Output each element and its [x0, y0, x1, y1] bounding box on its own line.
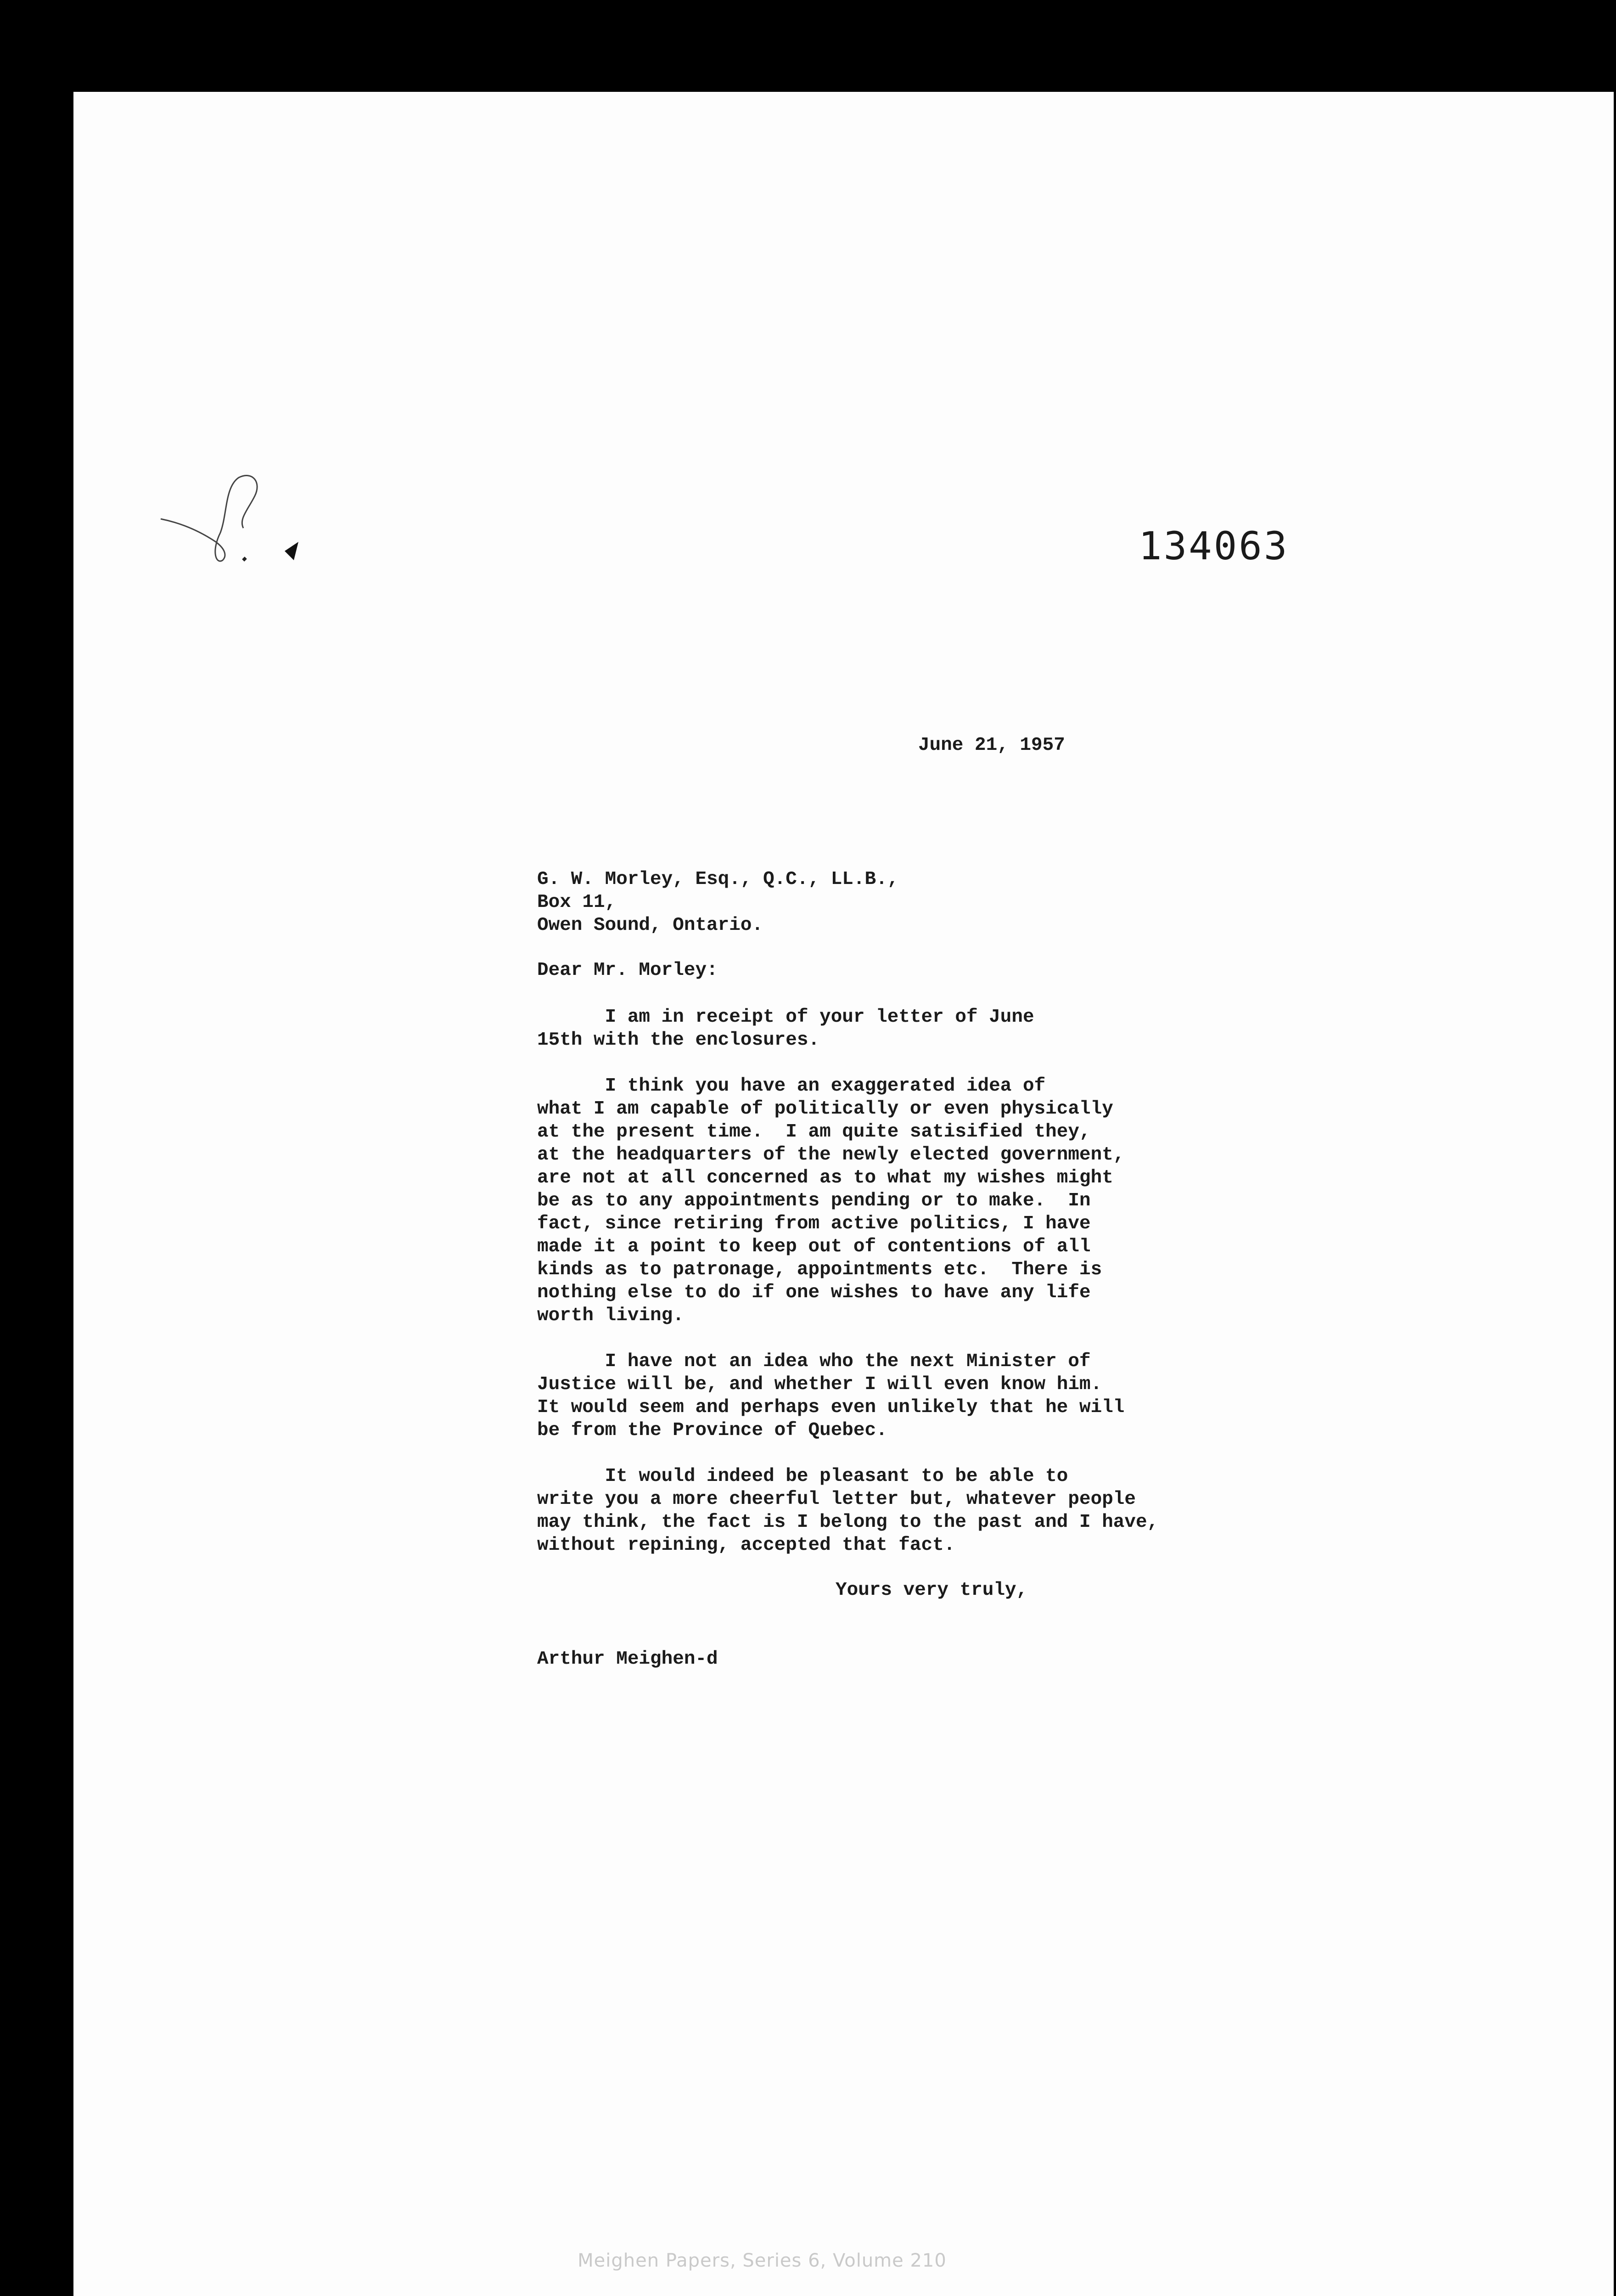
- scan-frame-top: [0, 0, 1616, 92]
- handwritten-mark-icon: [147, 450, 340, 588]
- paragraph-minister-of-justice: I have not an idea who the next Minister of Justice will be, and whether I will even know him. It would seem and perhaps even unlikely that he will be from the Province of Quebec.: [537, 1351, 1125, 1441]
- recipient-address: [537, 868, 898, 937]
- salutation: Dear Mr. Morley:: [537, 960, 718, 981]
- address-line: Owen Sound, Ontario.: [537, 915, 763, 936]
- closing: Yours very truly,: [836, 1580, 1028, 1601]
- paragraph-cheerful-letter: It would indeed be pleasant to be able to write you a more cheerful letter but, whatever people may think, the fact is I belong to the past and I have, without repining, accepted that fact.: [537, 1466, 1159, 1556]
- document-number: 134063: [1139, 523, 1289, 568]
- address-line: G. W. Morley, Esq., Q.C., LL.B.,: [537, 869, 899, 890]
- faint-archive-reference: Meighen Papers, Series 6, Volume 210: [578, 2250, 947, 2271]
- signature-line: Arthur Meighen-d: [537, 1649, 718, 1670]
- address-line: Box 11,: [537, 892, 617, 913]
- paragraph-exaggerated-idea: I think you have an exaggerated idea of what I am capable of politically or even physically at the present time. I am quite satisified they, at the headquarters of the newly elected government, are not at all concerned as to what my wishes might be as to any appointments pending or to make. In fact, since retiring from active politics, I have made it a point to keep out of contentions of all kinds as to patronage, appointments etc. There is nothing else to do if one wishes to have any life worth living.: [537, 1075, 1125, 1326]
- letter-date: June 21, 1957: [918, 735, 1065, 756]
- paragraph-receipt: I am in receipt of your letter of June 15th with the enclosures.: [537, 1007, 1034, 1051]
